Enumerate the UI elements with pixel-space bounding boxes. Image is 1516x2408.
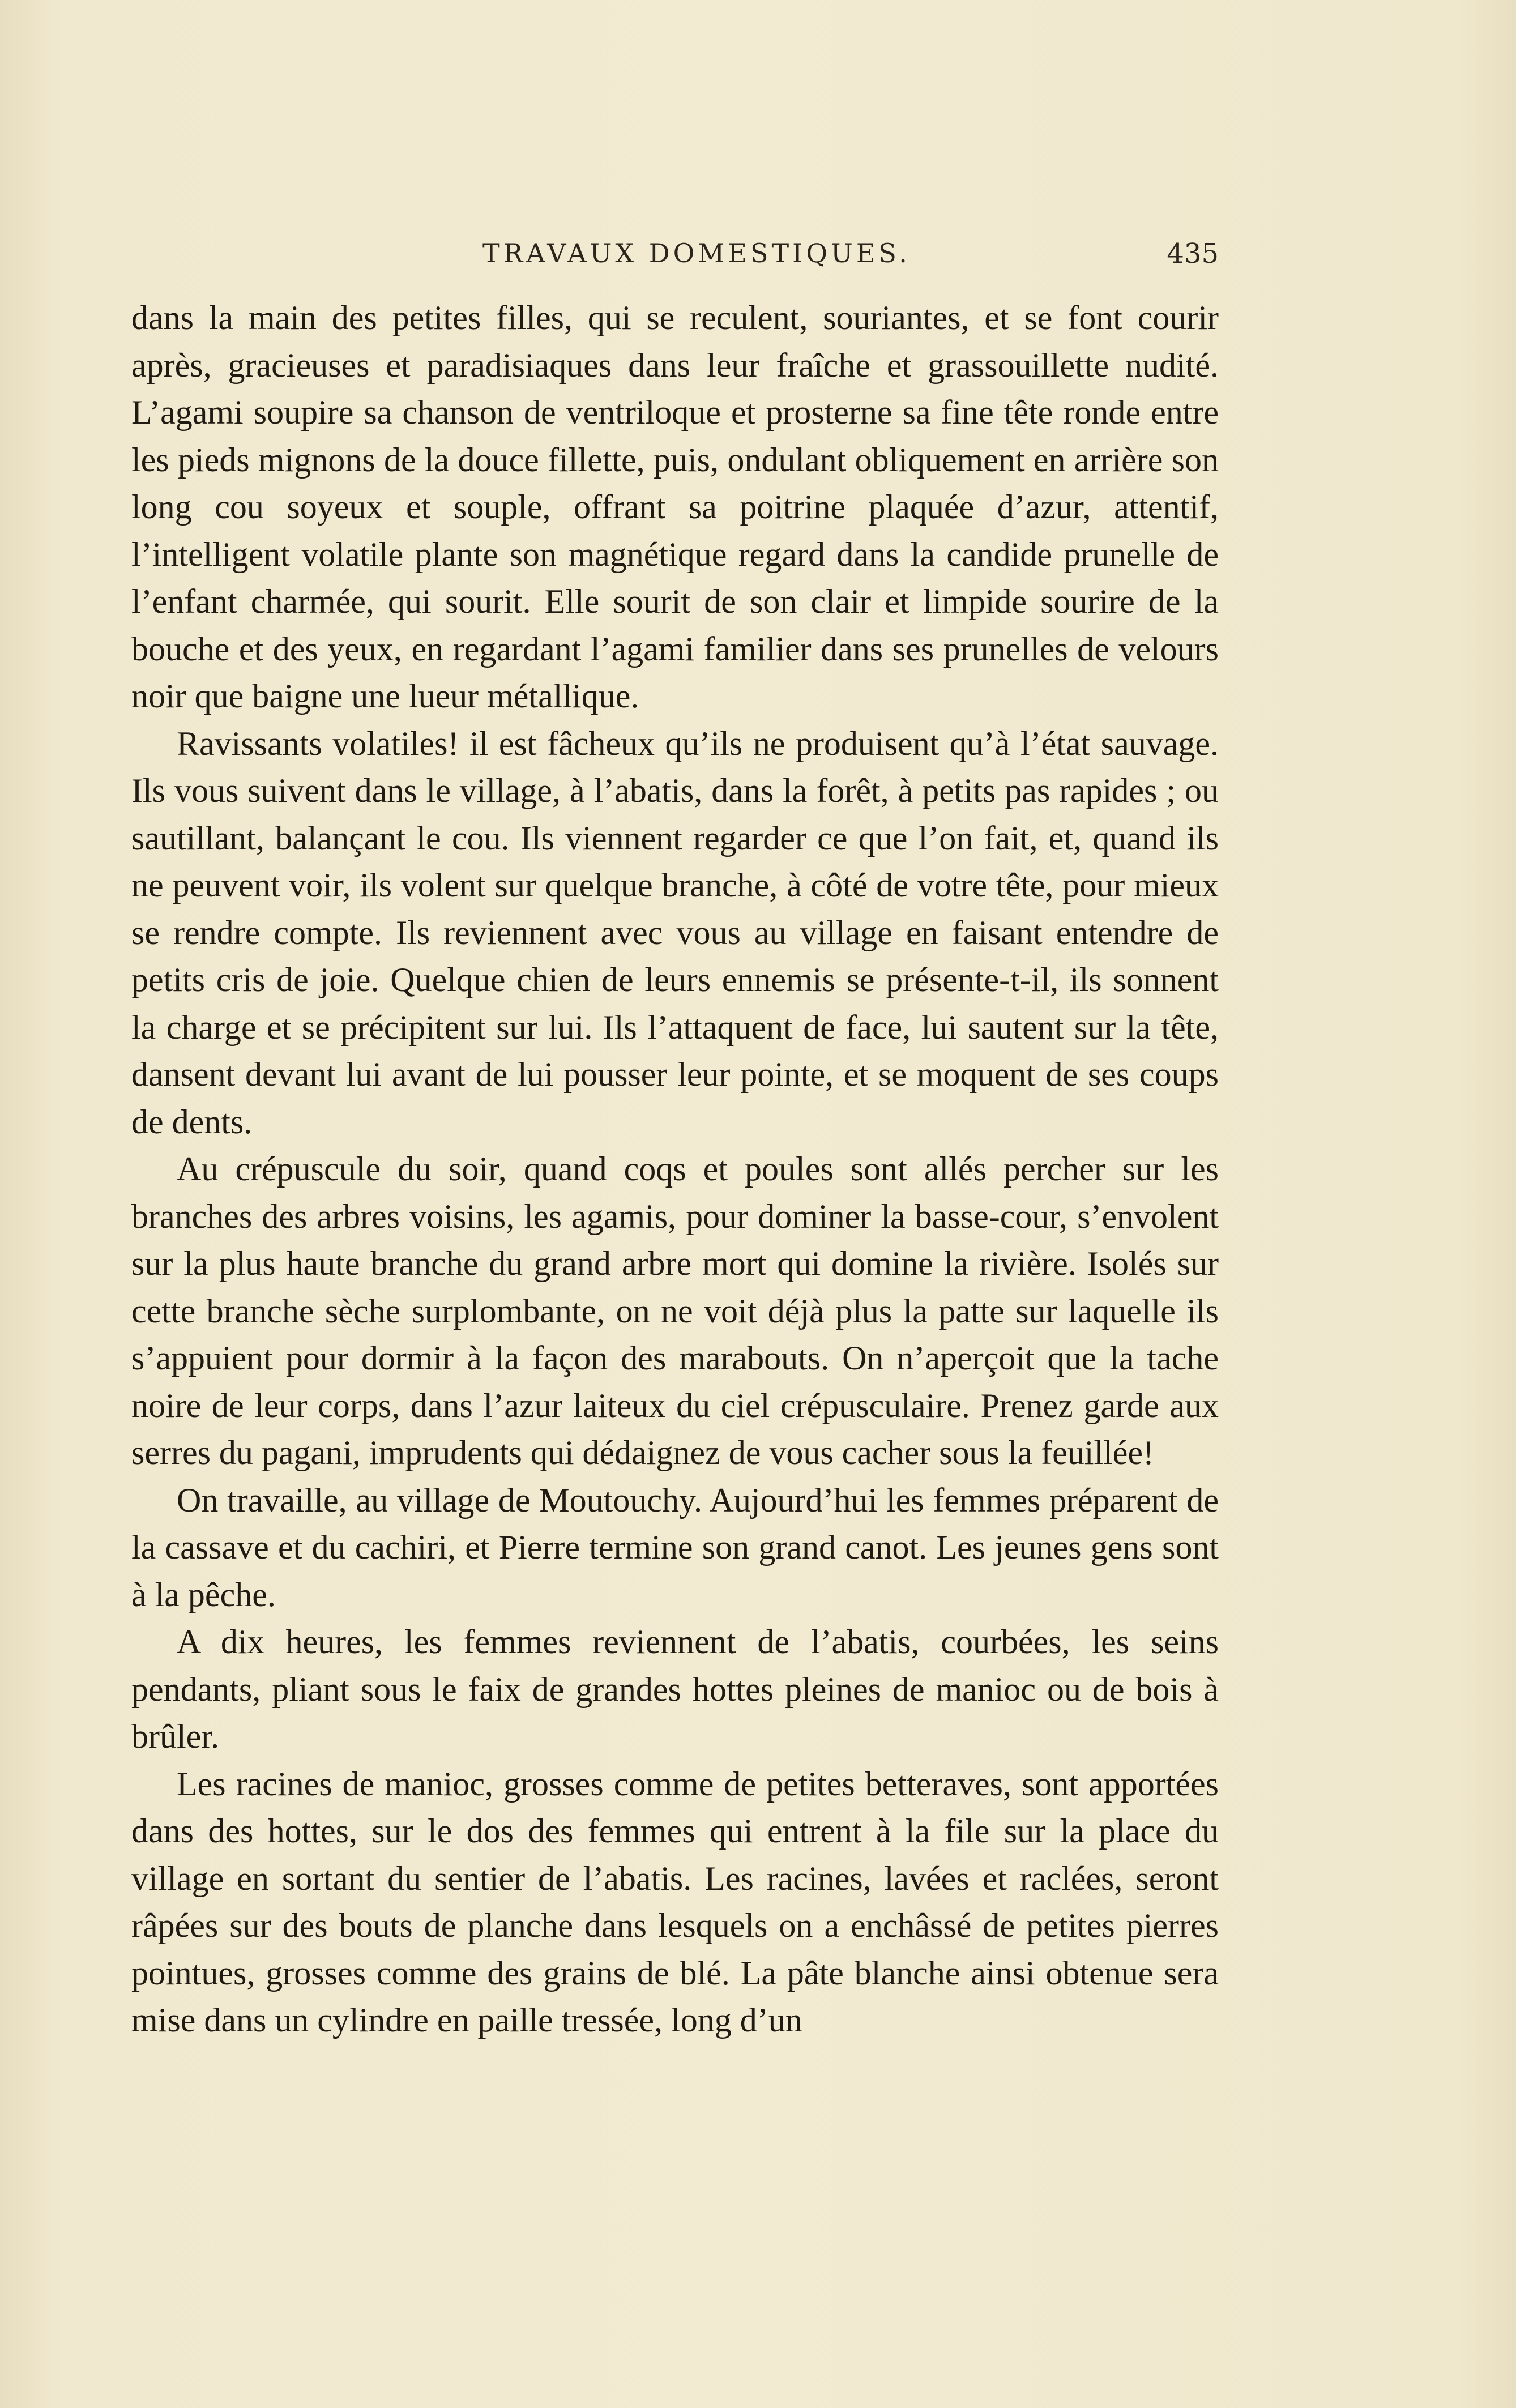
page-header bbox=[131, 238, 1219, 277]
paragraph-1: dans la main des petites filles, qui se reculent, souriantes, et se font courir après, gracieuses et paradisiaques dans leur fraîche et grassouillette nudité. L’agami soupire sa chanson de ventriloque et prosterne sa fine tête ronde entre les pieds mignons de la douce fillette, puis, ondulant obliquement en arrière son long cou soyeux et souple, offrant sa poitrine plaquée d’azur, attentif, l’intelligent volatile plante son magnétique regard dans la candide prunelle de l’enfant charmée, qui sourit. Elle sourit de son clair et limpide sourire de la bouche et des yeux, en regardant l’agami familier dans ses prunelles de velours noir que baigne une lueur métallique. bbox=[131, 299, 1219, 715]
page-number: 435 bbox=[1167, 238, 1219, 270]
body-text bbox=[131, 294, 1219, 2141]
paragraph-3: Au crépuscule du soir, quand coqs et poules sont allés percher sur les branches des arbres voisins, les agamis, pour dominer la basse-cour, s’envolent sur la plus haute branche du grand arbre mort qui domine la rivière. Isolés sur cette branche sèche surplombante, on ne voit déjà plus la patte sur laquelle ils s’appuient pour dormir à la façon des marabouts. On n’aperçoit que la tache noire de leur corps, dans l’azur laiteux du ciel crépusculaire. Prenez garde aux serres du pagani, imprudents qui dédaignez de vous cacher sous la feuillée! bbox=[131, 1150, 1219, 1471]
paragraph-4: On travaille, au village de Moutouchy. Aujourd’hui les femmes préparent de la cassave et du cachiri, et Pierre termine son grand canot. Les jeunes gens sont à la pêche. bbox=[131, 1481, 1219, 1613]
running-title: TRAVAUX DOMESTIQUES. bbox=[482, 238, 911, 268]
paragraph-2: Ravissants volatiles! il est fâcheux qu’ils ne produisent qu’à l’état sauvage. Ils vous suivent dans le village, à l’abatis, dans la forêt, à petits pas rapides ; ou sautillant, balançant le cou. Ils viennent regarder ce que l’on fait, et, quand ils ne peuvent voir, ils volent sur quelque branche, à côté de votre tête, pour mieux se rendre compte. Ils reviennent avec vous au village en faisant entendre de petits cris de joie. Quelque chien de leurs ennemis se présente-t-il, ils sonnent la charge et se précipitent sur lui. Ils l’attaquent de face, lui sautent sur la tête, dansent devant lui avant de lui pousser leur pointe, et se moquent de ses coups de dents. bbox=[131, 724, 1219, 1141]
paragraph-6: Les racines de manioc, grosses comme de petites betteraves, sont apportées dans des hottes, sur le dos des femmes qui entrent à la file sur la place du village en sortant du sentier de l’abatis. Les racines, lavées et raclées, seront râpées sur des bouts de planche dans lesquels on a enchâssé de petites pierres pointues, grosses comme des grains de blé. La pâte blanche ainsi obtenue sera mise dans un cylindre en paille tressée, long d’un bbox=[131, 1765, 1219, 2039]
paragraph-5: A dix heures, les femmes reviennent de l’abatis, courbées, les seins pendants, pliant sous le faix de grandes hottes pleines de manioc ou de bois à brûler. bbox=[131, 1623, 1219, 1755]
